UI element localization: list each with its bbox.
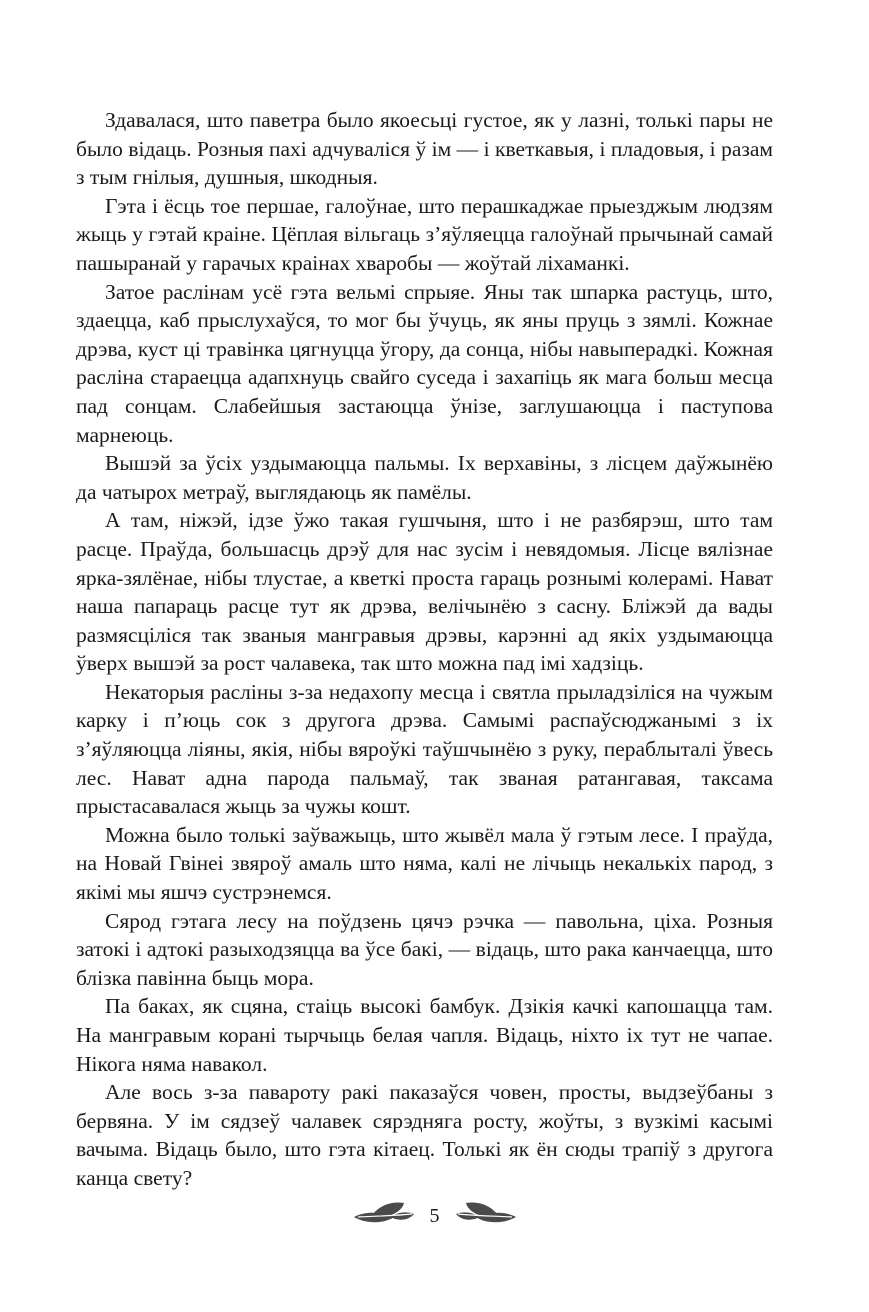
- paragraph-3: Затое раслінам усё гэта вельмі спрыяе. Яны так шпарка растуць, што, здаецца, каб прыслухаўся, то мог бы ўчуць, як яны пруць з зямлі. Кожнае дрэва, куст ці травінка цягнуцца ўгору, да сонца, нібы навыперадкі. Кожная расліна стараецца адапхнуць свайго суседа і захапіць як мага больш месца пад сонцам. Слабейшыя застаюцца ўнізе, заглушаюцца і паступова марнеюць.: [76, 279, 773, 447]
- paragraph-6: Некаторыя расліны з-за недахопу месца і святла прыладзіліся на чужым карку і п’юць сок з другога дрэва. Самымі распаўсюджанымі з іх з’яўляюцца ліяны, якія, нібы вяроўкі таўшчынёю з руку, пераблыталі ўвесь лес. Нават адна парода пальмаў, так званая ратангавая, таксама прыстасавалася жыць за чужы кошт.: [76, 679, 773, 819]
- paragraph-7: Можна было толькі заўважыць, што жывёл мала ў гэтым лесе. І праўда, на Новай Гвінеі звяроў амаль што няма, калі не лічыць некалькіх парод, з якімі мы яшчэ сустрэнемся.: [76, 822, 773, 905]
- leaf-ornament-icon: [352, 1200, 416, 1230]
- paragraph-8: Сярод гэтага лесу на поўдзень цячэ рэчка — павольна, ціха. Розныя затокі і адтокі разыходзяцца ва ўсе бакі, — відаць, што рака канчаецца, што блізка павінна быць мора.: [76, 908, 773, 990]
- page-footer: [0, 1198, 869, 1232]
- page-number: 5: [429, 1205, 440, 1227]
- paragraph-2: Гэта і ёсць тое першае, галоўнае, што перашкаджае прыезджым людзям жыць у гэтай краіне. Цёплая вільгаць з’яўляецца галоўнай прычынай самай пашыранай у гарачых краінах хваробы — жоўтай ліхаманкі.: [76, 193, 773, 275]
- paragraph-5: А там, ніжэй, ідзе ўжо такая гушчыня, што і не разбярэш, што там расце. Праўда, большасць дрэў для нас зусім і невядомыя. Лісце вялізнае ярка-зялёнае, нібы тлустае, а кветкі проста гараць рознымі колерамі. Нават наша папараць расце тут як дрэва, велічынёю з сасну. Бліжэй да вады размясціліся так званыя мангравыя дрэвы, карэнні ад якіх уздымаюцца ўверх вышэй за рост чалавека, так што можна пад імі хадзіць.: [76, 508, 773, 676]
- paragraph-10: Але вось з-за павароту ракі паказаўся човен, просты, выдзеўбаны з бервяна. У ім сядзеў чалавек сярэдняга росту, жоўты, з вузкімі касымі вачыма. Відаць было, што гэта кітаец. Толькі як ён сюды трапіў з другога канца свету?: [76, 1080, 773, 1190]
- paragraph-9: Па баках, як сцяна, стаіць высокі бамбук. Дзікія качкі капошацца там. На мангравым корані тырчыць белая чапля. Відаць, ніхто іх тут не чапае. Нікога няма навакол.: [76, 994, 773, 1076]
- page-body: [76, 106, 773, 1193]
- paragraph-4: Вышэй за ўсіх уздымаюцца пальмы. Іх верхавіны, з лісцем даўжынёю да чатырох метраў, выглядаюць як памёлы.: [76, 451, 773, 504]
- leaf-ornament-icon: [454, 1200, 518, 1230]
- paragraph-1: Здавалася, што паветра было якоесьці густое, як у лазні, толькі пары не было відаць. Розныя пахі адчуваліся ў ім — і кветкавыя, і пладовыя, і разам з тым гнілыя, душныя, шкодныя.: [76, 108, 773, 190]
